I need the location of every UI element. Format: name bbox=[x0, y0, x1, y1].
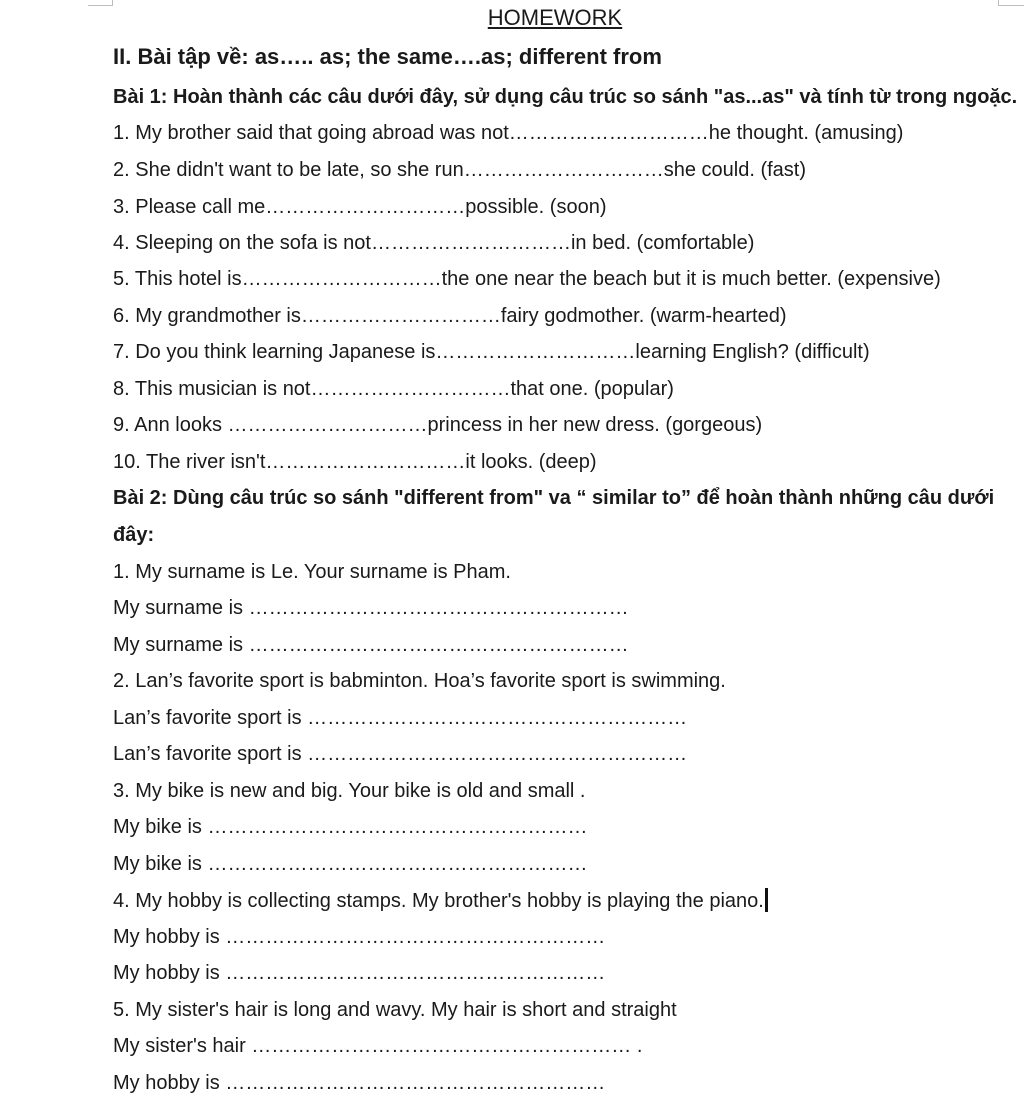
exercise1-item: 5. This hotel is…………………………the one near the beach but it is much better. (expensive) bbox=[113, 268, 941, 290]
exercise2-prompt: 3. My bike is new and big. Your bike is old and small . bbox=[113, 780, 586, 802]
exercise1-item: 3. Please call me…………………………possible. (soon) bbox=[113, 196, 607, 218]
exercise1-item: 6. My grandmother is…………………………fairy godmother. (warm-hearted) bbox=[113, 305, 787, 327]
exercise2-instruction: Bài 2: Dùng câu trúc so sánh "different from" va “ similar to” để hoàn thành những câu dưới bbox=[113, 487, 995, 509]
exercise2-answer-line: My surname is ………………………………………………… bbox=[113, 597, 629, 619]
document-title: HOMEWORK bbox=[487, 5, 623, 30]
exercise2-instruction-continued: đây: bbox=[113, 524, 155, 546]
exercise2-answer-line: My hobby is ………………………………………………… bbox=[113, 926, 606, 948]
exercise1-item: 2. She didn't want to be late, so she run…………………………she could. (fast) bbox=[113, 159, 806, 181]
exercise1-instruction: Bài 1: Hoàn thành các câu dưới đây, sử dụng câu trúc so sánh "as...as" và tính từ trong ngoặc. bbox=[113, 86, 1018, 108]
exercise2-answer-line: Lan’s favorite sport is ………………………………………………… bbox=[113, 707, 688, 729]
exercise2-answer-line: My bike is ………………………………………………… bbox=[113, 853, 588, 875]
exercise1-item: 7. Do you think learning Japanese is…………………………learning English? (difficult) bbox=[113, 341, 870, 363]
exercise2-answer-line: My hobby is ………………………………………………… bbox=[113, 1072, 606, 1094]
exercise2-answer-line: My bike is ………………………………………………… bbox=[113, 816, 588, 838]
exercise2-answer-line: My sister's hair ………………………………………………… . bbox=[113, 1035, 643, 1057]
exercise2-prompt: 1. My surname is Le. Your surname is Pham. bbox=[113, 561, 511, 583]
exercise2-prompt-with-cursor bbox=[113, 888, 768, 913]
exercise1-item: 1. My brother said that going abroad was not…………………………he thought. (amusing) bbox=[113, 122, 904, 144]
exercise2-prompt: 5. My sister's hair is long and wavy. My hair is short and straight bbox=[113, 999, 677, 1021]
exercise2-prompt: 2. Lan’s favorite sport is babminton. Hoa’s favorite sport is swimming. bbox=[113, 670, 726, 692]
exercise1-item: 8. This musician is not…………………………that one. (popular) bbox=[113, 378, 674, 400]
exercise2-answer-line: Lan’s favorite sport is ………………………………………………… bbox=[113, 743, 688, 765]
exercise2-answer-line: My hobby is ………………………………………………… bbox=[113, 962, 606, 984]
exercise1-item: 4. Sleeping on the sofa is not…………………………in bed. (comfortable) bbox=[113, 232, 755, 254]
exercise1-item: 9. Ann looks …………………………princess in her new dress. (gorgeous) bbox=[113, 414, 763, 436]
exercise1-item: 10. The river isn't…………………………it looks. (deep) bbox=[113, 451, 597, 473]
text-cursor bbox=[765, 888, 768, 912]
section-heading: II. Bài tập về: as….. as; the same….as; different from bbox=[113, 44, 662, 69]
exercise2-prompt: 4. My hobby is collecting stamps. My brother's hobby is playing the piano. bbox=[113, 890, 764, 912]
exercise2-answer-line: My surname is ………………………………………………… bbox=[113, 634, 629, 656]
